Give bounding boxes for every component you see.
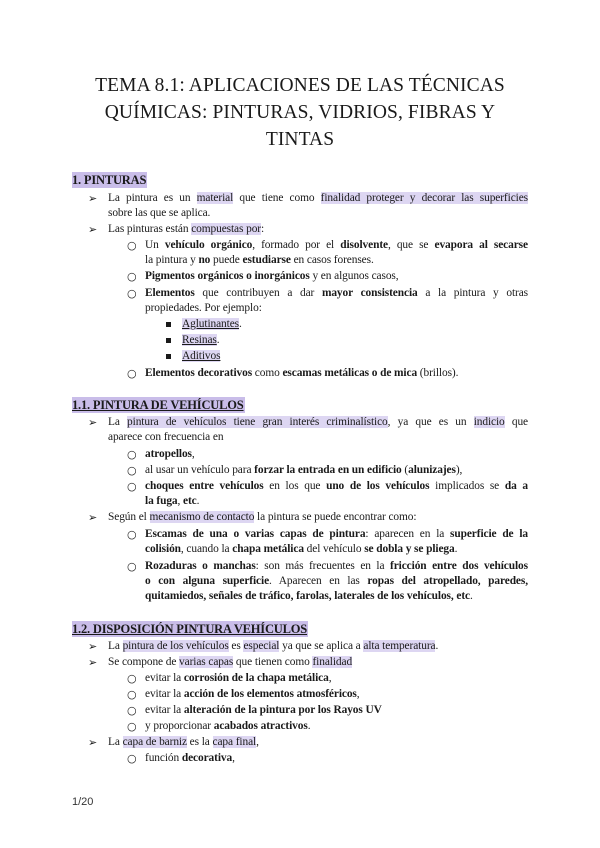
page-title [60,72,540,153]
square-bullet-icon [166,338,171,343]
text: La [108,416,128,428]
highlight: mecanismo de contacto [149,511,255,523]
bullet-line [108,415,528,430]
bullet-line [182,317,242,332]
text: implicados se [429,480,505,492]
bullet-line [108,222,264,237]
bold: corrosión de la chapa metálica [183,672,329,684]
highlight: finalidad [312,656,353,668]
title-line-2: QUÍMICAS: PINTURAS, VIDRIOS, FIBRAS Y [104,102,496,123]
bold: o con alguna superficie [145,575,270,587]
bold: Pigmentos orgánicos o inorgánicos [145,270,310,282]
bold: alunizajes [408,464,456,476]
bullet-line [145,589,473,604]
bold: acción de los elementos atmosféricos [183,688,357,700]
text: : aparecen en la [365,528,451,540]
circle-bullet-icon: ○ [127,448,137,461]
text: al usar un vehículo para [145,464,255,476]
circle-bullet-icon: ○ [127,704,137,717]
text: ( [401,464,409,476]
text: Un [145,239,165,251]
text: que tienen como [233,656,313,668]
bold: Escamas de una o varias capas de pintura [145,528,366,540]
bold: alteración de la pintura por los Rayos UV [183,704,382,716]
bullet-line [145,253,374,268]
text: función [145,752,182,764]
text: del vehículo [303,543,365,555]
highlight: especial [243,640,280,652]
text: , [191,448,195,460]
bold: decorativa [181,752,233,764]
text: . [435,640,439,652]
text: . [216,334,220,346]
circle-bullet-icon: ○ [127,672,137,685]
text: , [256,736,259,748]
bullet-line [145,719,310,734]
highlight: Aditivos [182,350,221,362]
circle-bullet-icon: ○ [127,480,137,493]
bold: Elementos [145,287,195,299]
text: , que se [387,239,435,251]
bold: estudiarse [242,254,291,266]
bold: etc [183,495,197,507]
highlight: pintura de los vehículos [122,640,229,652]
bullet-line [145,238,528,253]
text: es [228,640,244,652]
bold: vehículo orgánico [164,239,253,251]
arrow-bullet-icon: ➢ [88,656,98,669]
title-line-1: TEMA 8.1: APLICACIONES DE LAS TÉCNICAS [95,75,505,96]
bullet-line [182,349,220,364]
text: . [454,543,458,555]
text: Las pinturas están [108,223,192,235]
circle-bullet-icon: ○ [127,270,137,283]
highlight: Resinas [182,334,217,346]
bullet-line [145,559,528,574]
circle-bullet-icon: ○ [127,367,137,380]
highlight: pintura de vehículos tiene gran interés criminalístico [127,416,388,428]
text: , ya que es un [387,416,474,428]
text: y en algunos casos, [309,270,399,282]
bold: escamas metálicas o de mica [282,367,418,379]
text: . [239,318,242,330]
highlight: material [196,192,234,204]
bold: chapa metálica [232,543,304,555]
highlight: compuestas por [191,223,261,235]
section-heading-disposicion [72,621,308,637]
bullet-line [108,191,528,206]
bold: atropellos [145,448,192,460]
text: . [470,590,473,602]
bold: superficie de la [450,528,529,540]
bold: la fuga [145,495,178,507]
circle-bullet-icon: ○ [127,287,137,300]
bold: uno de los vehículos [326,480,430,492]
bold: disolvente [340,239,388,251]
text: y proporcionar [145,720,214,732]
text: La [108,640,123,652]
bullet-line [108,735,259,750]
text: en casos forenses. [290,254,374,266]
bullet-line [145,479,528,494]
arrow-bullet-icon: ➢ [88,736,98,749]
arrow-bullet-icon: ➢ [88,223,98,236]
highlight: indicio [473,416,505,428]
circle-bullet-icon: ○ [127,528,137,541]
text: : [260,223,265,235]
bullet-line [145,269,399,284]
text: . Aparecen en las [269,575,368,587]
bullet-line [145,494,199,509]
text: , [232,752,235,764]
bullet-line [145,671,331,686]
bullet-line [145,574,528,589]
text: Se compone de [108,656,180,668]
highlight: varias capas [179,656,234,668]
arrow-bullet-icon: ➢ [88,192,98,205]
circle-bullet-icon: ○ [127,560,137,573]
arrow-bullet-icon: ➢ [88,416,98,429]
text: . [307,720,311,732]
highlight: Aglutinantes [182,318,240,330]
text: a la pintura y otras [417,287,528,299]
bullet-line [108,510,416,525]
circle-bullet-icon: ○ [127,752,137,765]
title-line-3: TINTAS [265,129,335,150]
text: que contribuyen a dar [194,287,322,299]
bold: evapora al secarse [434,239,528,251]
bold: ropas del atropellado, paredes, [367,575,528,587]
bold: quitamiedos, señales de tráfico, farolas, laterales de los vehículos, etc [145,590,470,602]
text: ), [455,464,463,476]
bullet-line [108,655,352,670]
text: , cuando la [180,543,233,555]
bold: Elementos decorativos [145,367,253,379]
bold: no [198,254,211,266]
arrow-bullet-icon: ➢ [88,640,98,653]
bullet-line: aparece con frecuencia en [108,431,224,443]
heading-text: 1. PINTURAS [72,173,147,187]
bold: se dobla y se pliega [364,543,455,555]
text: , [328,672,332,684]
text: la pintura se puede encontrar como: [254,511,417,523]
text: la pintura y [145,254,199,266]
section-heading-pintura-vehiculos [72,397,245,413]
circle-bullet-icon: ○ [127,239,137,252]
highlight: finalidad proteger y decorar las superficies [320,192,529,204]
text: como [252,367,283,379]
text: evitar la [145,704,184,716]
text: puede [210,254,243,266]
text: Según el [108,511,150,523]
text: evitar la [145,688,184,700]
text: evitar la [145,672,184,684]
heading-text: 1.2. DISPOSICIÓN PINTURA VEHÍCULOS [72,622,308,636]
text: , formado por el [252,239,341,251]
text: es la [186,736,213,748]
text: . [196,495,200,507]
bullet-line [145,542,457,557]
bold: mayor consistencia [321,287,418,299]
bullet-line [182,333,220,348]
bullet-line: sobre las que se aplica. [108,207,211,219]
highlight: alta temperatura [363,640,436,652]
bold: Rozaduras o manchas [145,560,256,572]
text: : son más frecuentes en la [255,560,391,572]
bullet-line [145,527,528,542]
text: ya que se aplica a [279,640,364,652]
text: que [504,416,528,428]
bullet-line [108,639,438,654]
circle-bullet-icon: ○ [127,464,137,477]
bullet-line: propiedades. Por ejemplo: [145,302,262,314]
text: La [108,736,123,748]
text: , [177,495,184,507]
bold: colisión [145,543,181,555]
highlight: capa de barniz [122,736,187,748]
bullet-line [145,463,462,478]
bold: da a [504,480,528,492]
bullet-line [145,751,235,766]
circle-bullet-icon: ○ [127,688,137,701]
bold: choques entre vehículos [145,480,264,492]
bullet-line [145,366,458,381]
highlight: capa final [212,736,257,748]
bullet-line [145,703,382,718]
section-heading-pinturas [72,172,147,188]
bullet-line [145,687,360,702]
bold: acabados atractivos [213,720,308,732]
text: que tiene como [233,192,321,204]
text: La pintura es un [108,192,197,204]
text: (brillos). [417,367,459,379]
bold: fricción entre dos vehículos [390,560,528,572]
square-bullet-icon [166,322,171,327]
circle-bullet-icon: ○ [127,720,137,733]
square-bullet-icon [166,354,171,359]
bullet-line [145,286,528,301]
bold: forzar la entrada en un edificio [254,464,402,476]
text: , [356,688,360,700]
arrow-bullet-icon: ➢ [88,511,98,524]
bullet-line [145,447,195,462]
page-number: 1/20 [72,796,94,808]
heading-text: 1.1. PINTURA DE VEHÍCULOS [72,398,244,412]
text: en los que [263,480,327,492]
